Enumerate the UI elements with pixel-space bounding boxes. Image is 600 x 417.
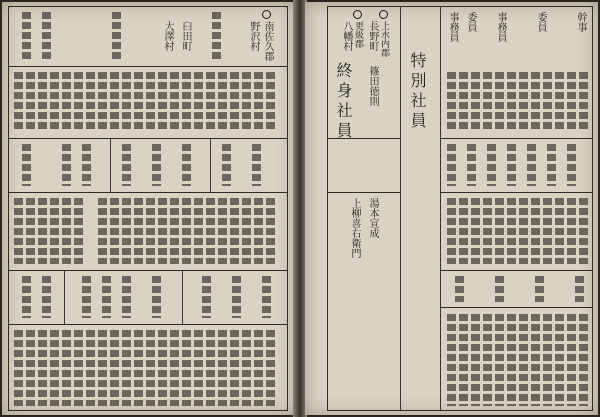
text-column: [507, 144, 516, 186]
text-column: [254, 330, 263, 406]
text-column: [487, 144, 496, 186]
text-column: [110, 330, 119, 406]
member-name: 篠田徳則: [367, 66, 378, 106]
text-column: [266, 198, 275, 264]
text-column: [447, 198, 456, 264]
text-column: [82, 276, 91, 318]
text-column: [547, 144, 556, 186]
text-column: [495, 198, 504, 264]
text-column: [86, 330, 95, 406]
text-column: [22, 276, 31, 318]
text-column: [519, 314, 528, 406]
text-column: [122, 144, 131, 186]
text-column: [98, 198, 107, 264]
text-column: [242, 198, 251, 264]
text-column: [242, 72, 251, 132]
place-label: 野沢村: [248, 21, 259, 51]
text-column: [182, 198, 191, 264]
right-row-divider: [327, 192, 400, 193]
text-column: [555, 314, 564, 406]
text-column: [543, 198, 552, 264]
text-column: [218, 330, 227, 406]
text-column: [182, 72, 191, 132]
text-column: [507, 198, 516, 264]
text-column: [471, 314, 480, 406]
text-column: [146, 330, 155, 406]
text-column: [74, 72, 83, 132]
text-column: [134, 198, 143, 264]
member-name: 八幡村: [341, 21, 352, 51]
text-column: [206, 198, 215, 264]
left-section-divider: [110, 138, 111, 192]
text-column: [575, 276, 584, 302]
left-section-divider: [210, 138, 211, 192]
text-column: [194, 72, 203, 132]
left-page: [2, 2, 295, 415]
text-column: [483, 198, 492, 264]
text-column: [567, 314, 576, 406]
member-district: 更級郡: [353, 21, 363, 48]
text-column: [42, 276, 51, 318]
text-column: [182, 144, 191, 186]
text-column: [194, 198, 203, 264]
text-column: [531, 198, 540, 264]
text-column: [170, 198, 179, 264]
text-column: [212, 12, 221, 62]
text-column: [152, 276, 161, 318]
text-column: [122, 330, 131, 406]
right-section-divider: [440, 6, 441, 411]
marker-circle-icon: [379, 10, 388, 19]
text-column: [531, 314, 540, 406]
text-column: [194, 330, 203, 406]
text-column: [14, 72, 23, 132]
text-column: [98, 72, 107, 132]
text-column: [535, 276, 544, 302]
text-column: [579, 72, 588, 132]
text-column: [38, 72, 47, 132]
text-column: [102, 276, 111, 318]
role-label: 委員: [535, 12, 546, 32]
text-column: [14, 198, 23, 264]
text-column: [527, 144, 536, 186]
text-column: [254, 72, 263, 132]
text-column: [202, 276, 211, 318]
text-column: [170, 72, 179, 132]
member-name: 上柳喜右衛門: [349, 198, 360, 258]
text-column: [122, 276, 131, 318]
text-column: [206, 330, 215, 406]
text-column: [455, 276, 464, 302]
text-column: [495, 276, 504, 302]
member-name: 長野町: [367, 21, 378, 51]
text-column: [579, 314, 588, 406]
text-column: [62, 144, 71, 186]
text-column: [22, 144, 31, 186]
text-column: [252, 144, 261, 186]
text-column: [112, 12, 121, 62]
text-column: [266, 72, 275, 132]
marker-circle-icon: [262, 10, 271, 19]
text-column: [230, 330, 239, 406]
text-column: [74, 198, 83, 264]
text-column: [459, 72, 468, 132]
text-column: [110, 198, 119, 264]
text-column: [471, 198, 480, 264]
text-column: [447, 72, 456, 132]
member-district: 上水内郡: [379, 21, 389, 57]
text-column: [158, 198, 167, 264]
text-column: [26, 72, 35, 132]
left-row-divider: [8, 66, 288, 67]
text-column: [483, 72, 492, 132]
text-column: [206, 72, 215, 132]
text-column: [122, 198, 131, 264]
text-column: [543, 72, 552, 132]
role-label: 幹事: [575, 12, 586, 32]
text-column: [519, 72, 528, 132]
text-column: [22, 12, 31, 62]
text-column: [232, 276, 241, 318]
text-column: [38, 330, 47, 406]
text-column: [50, 330, 59, 406]
left-row-divider: [8, 138, 288, 139]
text-column: [262, 276, 271, 318]
right-row-divider: [440, 307, 593, 308]
left-section-divider: [64, 270, 65, 324]
role-label: 事務員: [495, 12, 506, 42]
left-row-divider: [8, 192, 288, 193]
role-label: 事務員: [447, 12, 458, 42]
text-column: [50, 72, 59, 132]
heading-lifetime-members: 終身社員: [334, 62, 353, 142]
text-column: [555, 198, 564, 264]
text-column: [38, 198, 47, 264]
text-column: [74, 330, 83, 406]
text-column: [495, 314, 504, 406]
right-row-divider: [440, 192, 593, 193]
text-column: [134, 330, 143, 406]
text-column: [230, 72, 239, 132]
text-column: [507, 72, 516, 132]
place-label: 大澤村: [162, 21, 173, 51]
text-column: [531, 72, 540, 132]
text-column: [567, 198, 576, 264]
text-column: [158, 72, 167, 132]
text-column: [567, 144, 576, 186]
text-column: [467, 144, 476, 186]
left-row-divider: [8, 324, 288, 325]
text-column: [146, 198, 155, 264]
text-column: [507, 314, 516, 406]
text-column: [86, 72, 95, 132]
text-column: [222, 144, 231, 186]
text-column: [242, 330, 251, 406]
text-column: [567, 72, 576, 132]
member-name: 湯本宣成: [367, 198, 378, 238]
text-column: [447, 314, 456, 406]
text-column: [134, 72, 143, 132]
text-column: [146, 72, 155, 132]
marker-circle-icon: [353, 10, 362, 19]
text-column: [62, 72, 71, 132]
text-column: [152, 144, 161, 186]
text-column: [158, 330, 167, 406]
text-column: [62, 198, 71, 264]
text-column: [14, 330, 23, 406]
text-column: [459, 198, 468, 264]
text-column: [26, 198, 35, 264]
left-section-divider: [182, 270, 183, 324]
text-column: [98, 330, 107, 406]
text-column: [519, 198, 528, 264]
text-column: [218, 198, 227, 264]
text-column: [230, 198, 239, 264]
right-row-divider: [440, 138, 593, 139]
text-column: [543, 314, 552, 406]
text-column: [110, 72, 119, 132]
text-column: [483, 314, 492, 406]
text-column: [555, 72, 564, 132]
right-row-divider: [440, 270, 593, 271]
right-page: [305, 2, 598, 415]
text-column: [62, 330, 71, 406]
right-section-divider: [400, 6, 401, 411]
role-label: 委員: [465, 12, 476, 32]
text-column: [82, 144, 91, 186]
text-column: [122, 72, 131, 132]
heading-special-members: 特別社員: [408, 52, 427, 132]
place-label: 南佐久郡: [262, 21, 273, 61]
text-column: [471, 72, 480, 132]
text-column: [447, 144, 456, 186]
text-column: [26, 330, 35, 406]
text-column: [266, 330, 275, 406]
text-column: [170, 330, 179, 406]
text-column: [42, 12, 51, 62]
text-column: [182, 330, 191, 406]
place-label: 臼田町: [180, 21, 191, 51]
text-column: [254, 198, 263, 264]
left-row-divider: [8, 270, 288, 271]
text-column: [579, 198, 588, 264]
text-column: [50, 198, 59, 264]
text-column: [459, 314, 468, 406]
text-column: [218, 72, 227, 132]
text-column: [495, 72, 504, 132]
